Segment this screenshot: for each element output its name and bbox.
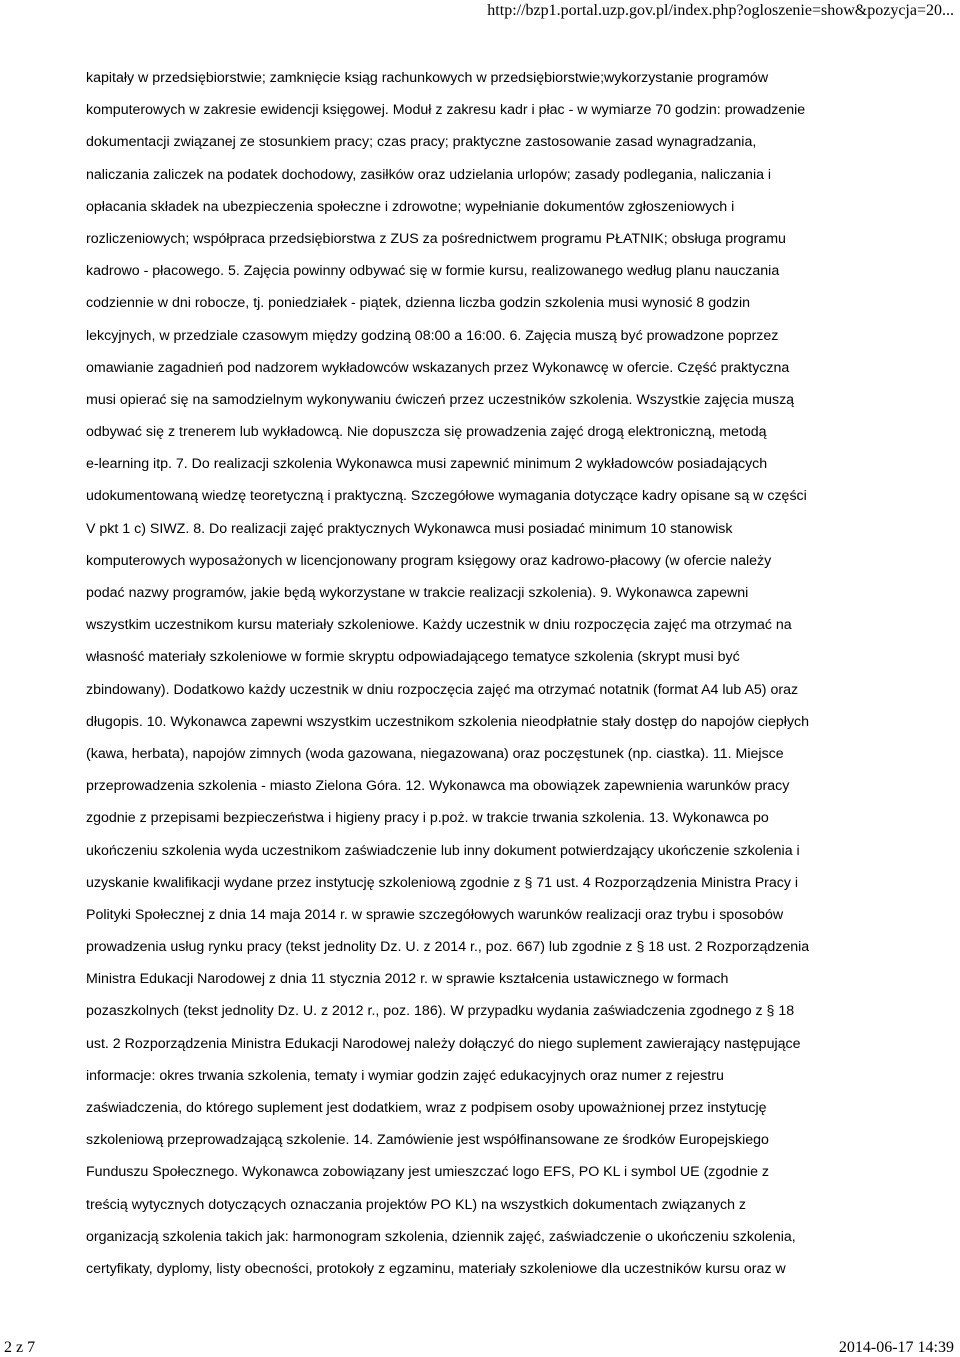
- body-line: ukończeniu szkolenia wyda uczestnikom zaświadczenie lub inny dokument potwierdzający ukończenie szkolenia i: [86, 842, 800, 859]
- body-line: podać nazwy programów, jakie będą wykorzystane w trakcie realizacji szkolenia). 9. Wykonawca zapewni: [86, 585, 749, 601]
- body-line: opłacania składek na ubezpieczenia społeczne i zdrowotne; wypełnianie dokumentów zgłoszeniowych i: [86, 198, 735, 215]
- body-line: organizacją szkolenia takich jak: harmonogram szkolenia, dziennik zajęć, zaświadczenie o ukończeniu szkolenia,: [86, 1228, 796, 1245]
- body-line: komputerowych w zakresie ewidencji księgowej. Moduł z zakresu kadr i płac - w wymiarze 70 godzin: prowadzenie: [86, 102, 806, 119]
- body-line: zbindowany). Dodatkowo każdy uczestnik w dniu rozpoczęcia zajęć ma otrzymać notatnik (format A4 lub A5) oraz: [86, 681, 799, 698]
- body-line: informacje: okres trwania szkolenia, tematy i wymiar godzin zajęć edukacyjnych oraz numer z rejestru: [86, 1067, 724, 1084]
- body-line: kadrowo - płacowego. 5. Zajęcia powinny odbywać się w formie kursu, realizowanego według planu nauczania: [86, 263, 780, 280]
- body-line: V pkt 1 c) SIWZ. 8. Do realizacji zajęć praktycznych Wykonawca musi posiadać minimum 10 stanowisk: [86, 520, 733, 537]
- body-line: ust. 2 Rozporządzenia Ministra Edukacji Narodowej należy dołączyć do niego suplement zawierający następujące: [86, 1035, 801, 1052]
- body-line: zgodnie z przepisami bezpieczeństwa i higieny pracy i p.poż. w trakcie trwania szkolenia. 13. Wykonawca po: [86, 810, 769, 827]
- body-line: kapitały w przedsiębiorstwie; zamknięcie ksiąg rachunkowych w przedsiębiorstwie;wykorzystanie programów: [86, 70, 769, 86]
- body-line: Funduszu Społecznego. Wykonawca zobowiązany jest umieszczać logo EFS, PO KL i symbol UE (zgodnie z: [86, 1164, 770, 1181]
- body-line: omawianie zagadnień pod nadzorem wykładowców wskazanych przez Wykonawcę w ofercie. Część praktyczna: [86, 359, 790, 376]
- body-line: treścią wytycznych dotyczących oznaczania projektów PO KL) na wszystkich dokumentach związanych z: [86, 1196, 746, 1213]
- body-line: szkoleniową przeprowadzającą szkolenie. 14. Zamówienie jest współfinansowane ze środków Europejskiego: [86, 1132, 769, 1149]
- body-line: musi opierać się na samodzielnym wykonywaniu ćwiczeń przez uczestników szkolenia. Wszystkie zajęcia muszą: [86, 391, 795, 408]
- page-indicator: 2 z 7: [4, 1339, 36, 1356]
- body-line: dokumentacji związanej ze stosunkiem pracy; czas pracy; praktyczne zastosowanie zasad wynagradzania,: [86, 134, 757, 151]
- print-timestamp: 2014-06-17 14:39: [838, 1339, 954, 1356]
- body-line: własność materiały szkoleniowe w formie skryptu odpowiadającego tematyce szkolenia (skrypt musi być: [86, 649, 740, 666]
- body-line: wszystkim uczestnikom kursu materiały szkoleniowe. Każdy uczestnik w dniu rozpoczęcia zajęć ma otrzymać na: [86, 617, 792, 634]
- body-line: certyfikaty, dyplomy, listy obecności, protokoły z egzaminu, materiały szkoleniowe dla uczestników kursu oraz w: [86, 1260, 786, 1277]
- body-line: (kawa, herbata), napojów zimnych (woda gazowana, niegazowana) oraz poczęstunek (np. ciastka). 11. Miejsce: [86, 745, 784, 762]
- body-line: naliczania zaliczek na podatek dochodowy, zasiłków oraz udzielania urlopów; zasady podlegania, naliczania i: [86, 166, 772, 183]
- body-line: lekcyjnych, w przedziale czasowym między godziną 08:00 a 16:00. 6. Zajęcia muszą być prowadzone poprzez: [86, 327, 779, 344]
- body-line: udokumentowaną wiedzę teoretyczną i praktyczną. Szczegółowe wymagania dotyczące kadry opisane są w części: [86, 488, 807, 505]
- body-line: codziennie w dni robocze, tj. poniedziałek - piątek, dzienna liczba godzin szkolenia musi wynosić 8 godzin: [86, 295, 751, 312]
- body-line: komputerowych wyposażonych w licencjonowany program księgowy oraz kadrowo-płacowy (w ofercie należy: [86, 552, 772, 569]
- body-line: długopis. 10. Wykonawca zapewni wszystkim uczestnikom szkolenia nieodpłatnie stały dostęp do napojów ciepłych: [86, 713, 810, 730]
- body-line: przeprowadzenia szkolenia - miasto Zielona Góra. 12. Wykonawca ma obowiązek zapewnienia warunków pracy: [86, 778, 790, 795]
- body-line: prowadzenia usług rynku pracy (tekst jednolity Dz. U. z 2014 r., poz. 667) lub zgodnie z § 18 ust. 2 Rozporządzenia: [86, 939, 810, 956]
- body-line: zaświadczenia, do którego suplement jest dodatkiem, wraz z podpisem osoby upoważnionej przez instytucję: [86, 1100, 767, 1116]
- header-url: http://bzp1.portal.uzp.gov.pl/index.php?ogloszenie=show&pozycja=20...: [487, 2, 954, 19]
- body-line: odbywać się z trenerem lub wykładowcą. Nie dopuszcza się prowadzenia zajęć drogą elektroniczną, metodą: [86, 424, 767, 441]
- body-line: Polityki Społecznej z dnia 14 maja 2014 r. w sprawie szczegółowych warunków realizacji oraz trybu i sposobów: [86, 906, 784, 923]
- body-line: e-learning itp. 7. Do realizacji szkolenia Wykonawca musi zapewnić minimum 2 wykładowców posiadających: [86, 456, 768, 473]
- body-line: rozliczeniowych; współpraca przedsiębiorstwa z ZUS za pośrednictwem programu PŁATNIK; obsługa programu: [86, 230, 786, 247]
- body-line: Ministra Edukacji Narodowej z dnia 11 stycznia 2012 r. w sprawie kształcenia ustawicznego w formach: [86, 971, 729, 988]
- document-body: [86, 62, 886, 1285]
- body-line: pozaszkolnych (tekst jednolity Dz. U. z 2012 r., poz. 186). W przypadku wydania zaświadczenia zgodnego z § 18: [86, 1003, 795, 1020]
- body-line: uzyskanie kwalifikacji wydane przez instytucję szkoleniową zgodnie z § 71 ust. 4 Rozporządzenia Ministra Pracy i: [86, 874, 799, 891]
